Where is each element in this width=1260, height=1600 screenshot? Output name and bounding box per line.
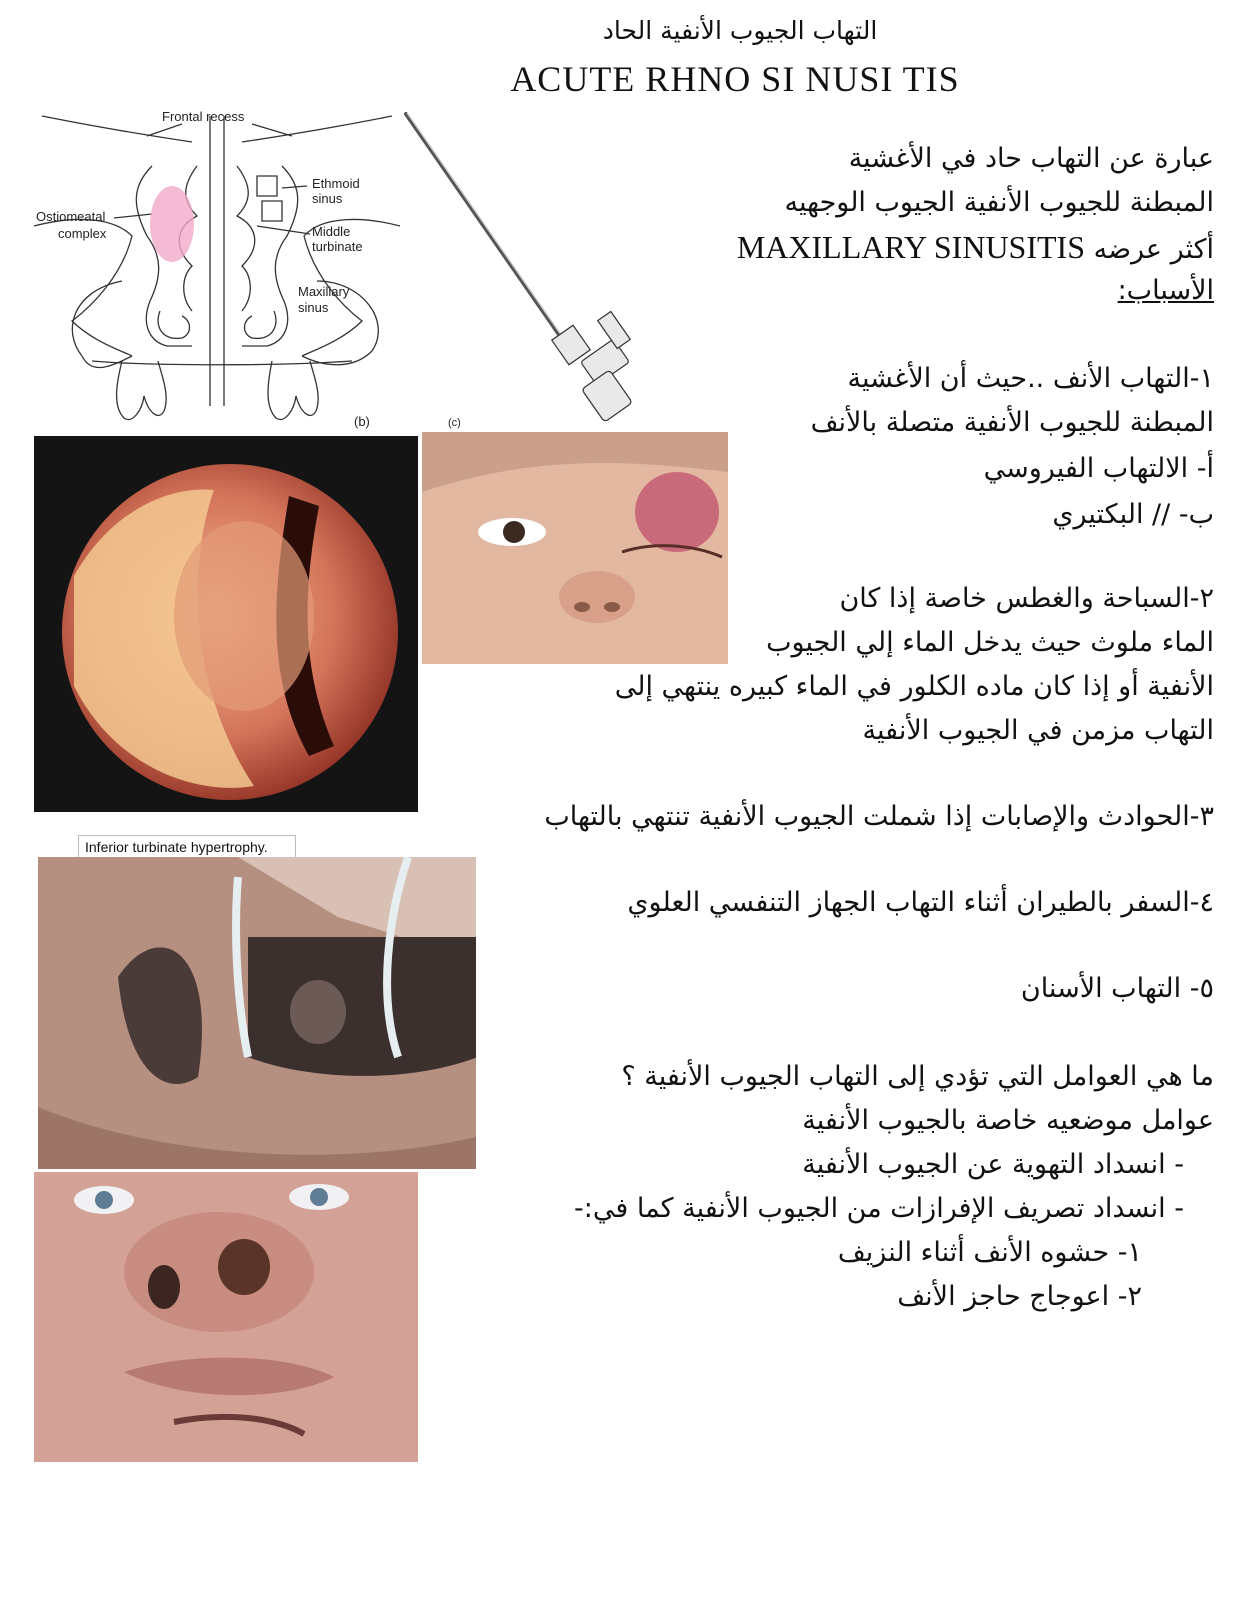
definition-line-3 — [737, 230, 1214, 267]
factor-ventilation-obstruction: - انسداد التهوية عن الجيوب الأنفية — [802, 1149, 1184, 1180]
nostril-photo — [34, 1172, 418, 1462]
sinus-anatomy-diagram — [32, 106, 402, 432]
cause-2-line-3: الأنفية أو إذا كان ماده الكلور في الماء كبيره ينتهي إلى — [614, 671, 1214, 702]
factors-question: ما هي العوامل التي تؤدي إلى التهاب الجيوب الأنفية ؟ — [621, 1061, 1214, 1092]
local-factors-heading: عوامل موضعيه خاصة بالجيوب الأنفية — [802, 1105, 1214, 1136]
sub-factor-septal-deviation: ٢- اعوجاج حاجز الأنف — [897, 1281, 1142, 1312]
factor-drainage-obstruction: - انسداد تصريف الإفرازات من الجيوب الأنفية كما في:- — [574, 1193, 1184, 1224]
cause-1-line-1: ١-التهاب الأنف ..حيث أن الأغشية — [847, 363, 1214, 394]
sub-factor-nasal-packing: ١- حشوه الأنف أثناء النزيف — [837, 1237, 1142, 1268]
endoscope-illustration — [400, 108, 632, 430]
label-middle: Middle — [312, 224, 351, 239]
label-frontal-recess: Frontal recess — [162, 109, 245, 124]
cause-1-bacterial: ب- // البكتيري — [1052, 499, 1214, 530]
label-panel-b: (b) — [354, 414, 370, 429]
endoscopy-caption: Inferior turbinate hypertrophy. — [78, 835, 296, 859]
label-ostiomeatal-complex: complex — [58, 226, 107, 241]
cause-5: ٥- التهاب الأسنان — [1020, 973, 1214, 1004]
cause-1-viral: أ- الالتهاب الفيروسي — [983, 453, 1214, 484]
definition-line-3-ar: أكثر عرضه — [1093, 234, 1214, 265]
ostiomeatal-highlight — [150, 186, 194, 262]
label-maxillary: Maxillary — [298, 284, 350, 299]
page-title-arabic: التهاب الجيوب الأنفية الحاد — [602, 16, 878, 45]
label-ethmoid-sinus: sinus — [312, 191, 343, 206]
child-periorbital-swelling-photo — [422, 432, 728, 664]
label-ostiomeatal: Ostiomeatal — [36, 209, 106, 224]
cause-2-line-2: الماء ملوث حيث يدخل الماء إلي الجيوب — [766, 627, 1214, 658]
nasal-speculum-photo — [38, 857, 476, 1169]
causes-heading: الأسباب: — [1117, 275, 1214, 306]
page-title-english: ACUTE RHNO SI NUSI TIS — [510, 59, 960, 99]
definition-line-2: المبطنة للجيوب الأنفية الجيوب الوجهيه — [784, 187, 1214, 218]
endoscopy-photo — [34, 436, 418, 812]
cause-2-line-4: التهاب مزمن في الجيوب الأنفية — [862, 715, 1214, 746]
label-panel-c: (c) — [448, 417, 461, 429]
cause-2-line-1: ٢-السباحة والغطس خاصة إذا كان — [839, 583, 1214, 614]
cause-4: ٤-السفر بالطيران أثناء التهاب الجهاز التنفسي العلوي — [627, 887, 1214, 918]
maxillary-sinusitis-term: MAXILLARY SINUSITIS — [736, 229, 1085, 265]
label-middle-turbinate: turbinate — [312, 239, 363, 254]
definition-line-1: عبارة عن التهاب حاد في الأغشية — [848, 143, 1214, 174]
cause-1-line-2: المبطنة للجيوب الأنفية متصلة بالأنف — [810, 407, 1214, 438]
cause-3: ٣-الحوادث والإصابات إذا شملت الجيوب الأنفية تنتهي بالتهاب — [544, 801, 1214, 832]
label-maxillary-sinus: sinus — [298, 300, 329, 315]
label-ethmoid: Ethmoid — [312, 176, 360, 191]
